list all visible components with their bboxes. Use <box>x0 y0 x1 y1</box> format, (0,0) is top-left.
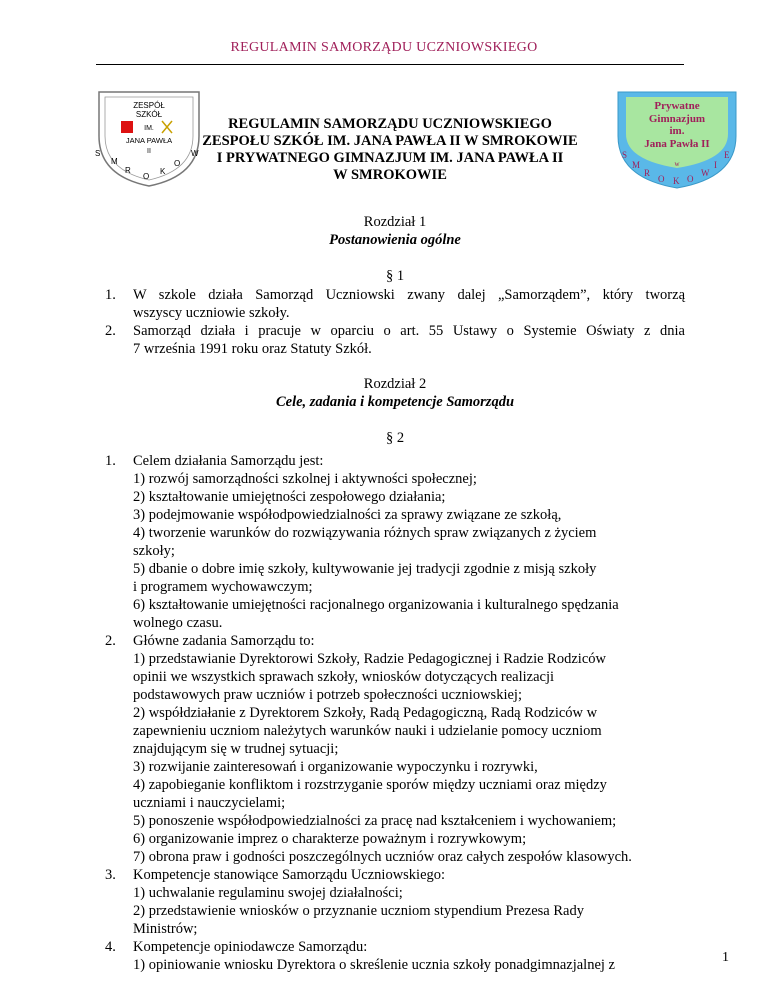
item-number: 2. <box>105 323 116 339</box>
item-line: Samorząd działa i pracuje w oparciu o art. 55 Ustawy o Systemie Oświaty z dnia <box>133 323 685 339</box>
list-item <box>105 286 685 322</box>
item-line: 4) zapobieganie konfliktom i rozstrzyganie sporów między uczniami oraz między <box>133 777 607 793</box>
item-line: 7) obrona praw i godności poszczególnych uczniów oraz całych zespołów klasowych. <box>133 849 632 865</box>
header-rule <box>96 64 684 65</box>
item-line: szkoły; <box>133 543 175 559</box>
item-line: 7 września 1991 roku oraz Statuty Szkół. <box>133 341 372 357</box>
item-number: 4. <box>105 939 116 955</box>
item-line: Główne zadania Samorządu to: <box>133 633 315 649</box>
item-number: 3. <box>105 867 116 883</box>
item-number: 2. <box>105 633 116 649</box>
emblem-arc-letter: O <box>143 172 150 181</box>
item-line: 1) uchwalanie regulaminu swojej działalności; <box>133 885 403 901</box>
item-number: 1. <box>105 453 116 469</box>
emblem-mid-text: SZKÓŁ <box>135 110 163 119</box>
list-item <box>105 452 685 632</box>
gym-arc-letter: K <box>673 176 680 186</box>
item-line: Ministrów; <box>133 921 198 937</box>
item-line: 2) kształtowanie umiejętności zespołowego działania; <box>133 489 446 505</box>
gym-arc-letter: M <box>632 160 641 170</box>
item-line: 1) opiniowanie wniosku Dyrektora o skreślenie ucznia szkoły ponadgimnazjalnej z <box>133 957 615 973</box>
item-line: Celem działania Samorządu jest: <box>133 453 324 469</box>
item-number: 1. <box>105 287 116 303</box>
item-line: 3) podejmowanie współodpowiedzialności za sprawy związane ze szkołą, <box>133 507 562 523</box>
document-title <box>195 116 585 184</box>
list-item <box>105 866 685 938</box>
chapter1-subtitle: Postanowienia ogólne <box>329 232 461 248</box>
item-line: uczniami i nauczycielami; <box>133 795 286 811</box>
list-item <box>105 322 685 358</box>
gym-arc-letter: R <box>644 168 651 178</box>
emblem-arc-letter: R <box>125 166 131 175</box>
page-number: 1 <box>722 950 729 965</box>
item-line: opinii we wszystkich sprawach szkoły, wniosków dotyczących realizacji <box>133 669 555 685</box>
chapter1-paragraph-sign: § 1 <box>385 268 405 284</box>
emblem-arc-letter: K <box>160 167 166 176</box>
running-header: REGULAMIN SAMORZĄDU UCZNIOWSKIEGO <box>230 40 538 55</box>
gym-arc-letter: O <box>687 174 694 184</box>
item-line: 6) kształtowanie umiejętności racjonalnego organizowania i kulturalnego spędzania <box>133 597 619 613</box>
gym-line4: Jana Pawła II <box>644 138 710 150</box>
emblem-top-text: ZESPÓŁ <box>133 101 165 110</box>
item-line: Kompetencje stanowiące Samorządu Uczniowskiego: <box>133 867 446 883</box>
chapter2-list <box>105 452 685 974</box>
gym-arc-letter: E <box>724 150 730 160</box>
item-line: 2) przedstawienie wniosków o przyznanie uczniom stypendium Prezesa Rady <box>133 903 584 919</box>
item-line: znajdującym się w trudnej sytuacji; <box>133 741 339 757</box>
item-line: 1) rozwój samorządności szkolnej i aktywności społecznej; <box>133 471 477 487</box>
gym-arc-letter: I <box>714 160 717 170</box>
item-line: W szkole działa Samorząd Uczniowski zwany dalej „Samorządem”, który tworzą <box>133 287 685 303</box>
gymnasium-emblem-logo <box>612 88 742 190</box>
item-line: Kompetencje opiniodawcze Samorządu: <box>133 939 368 955</box>
chapter2-subtitle: Cele, zadania i kompetencje Samorządu <box>275 394 515 410</box>
emblem-arc-letter: S <box>95 149 101 158</box>
gym-arc-letter: W <box>701 168 710 178</box>
list-item <box>105 938 685 974</box>
chapter2-paragraph-sign: § 2 <box>385 430 405 446</box>
list-item <box>105 632 685 866</box>
gym-arc-letter: O <box>658 174 665 184</box>
chapter2-heading: Rozdział 2 <box>363 376 427 392</box>
gym-line3: im. <box>669 125 685 137</box>
school-emblem-logo <box>87 86 211 190</box>
chapter1-heading: Rozdział 1 <box>363 214 427 230</box>
emblem-arc-letter: M <box>111 157 118 166</box>
title-line: ZESPOŁU SZKÓŁ IM. JANA PAWŁA II W SMROKOWIE <box>202 133 578 149</box>
item-line: i programem wychowawczym; <box>133 579 313 595</box>
gym-arc-letter: S <box>622 150 628 160</box>
item-line: 4) tworzenie warunków do rozwiązywania różnych spraw związanych z życiem <box>133 525 597 541</box>
gym-line2: Gimnazjum <box>648 113 706 125</box>
gym-w-letter: w <box>674 160 680 168</box>
item-line: zapewnieniu uczniom należytych warunków nauki i udzielanie pomocy uczniom <box>133 723 602 739</box>
gym-line1: Prywatne <box>654 100 700 112</box>
item-line: 5) ponoszenie współodpowiedzialności za pracę nad kształceniem i wychowaniem; <box>133 813 617 829</box>
item-line: wolnego czasu. <box>133 615 223 631</box>
item-line: 6) organizowanie imprez o charakterze poważnym i rozrywkowym; <box>133 831 527 847</box>
emblem-im-text: IM. <box>144 125 154 132</box>
emblem-name-text: JANA PAWŁA <box>125 136 173 145</box>
eagle-crest-icon <box>121 121 133 133</box>
title-line: I PRYWATNEGO GIMNAZJUM IM. JANA PAWŁA II <box>216 150 564 166</box>
item-line: 2) współdziałanie z Dyrektorem Szkoły, Radą Pedagogiczną, Radą Rodziców w <box>133 705 598 721</box>
item-line: wszyscy uczniowie szkoły. <box>133 305 290 321</box>
chapter1-list <box>105 286 685 358</box>
item-line: podstawowych praw uczniów i potrzeb społeczności uczniowskiej; <box>133 687 522 703</box>
emblem-arc-letter: W <box>191 149 199 158</box>
title-line: W SMROKOWIE <box>333 167 447 183</box>
emblem-numeral-text: II <box>147 148 151 155</box>
title-line: REGULAMIN SAMORZĄDU UCZNIOWSKIEGO <box>228 116 552 132</box>
emblem-arc-letter: O <box>174 159 181 168</box>
item-line: 5) dbanie o dobre imię szkoły, kultywowanie jej tradycji zgodnie z misją szkoły <box>133 561 597 577</box>
item-line: 1) przedstawianie Dyrektorowi Szkoły, Radzie Pedagogicznej i Radzie Rodziców <box>133 651 606 667</box>
item-line: 3) rozwijanie zainteresowań i organizowanie wypoczynku i rozrywki, <box>133 759 538 775</box>
